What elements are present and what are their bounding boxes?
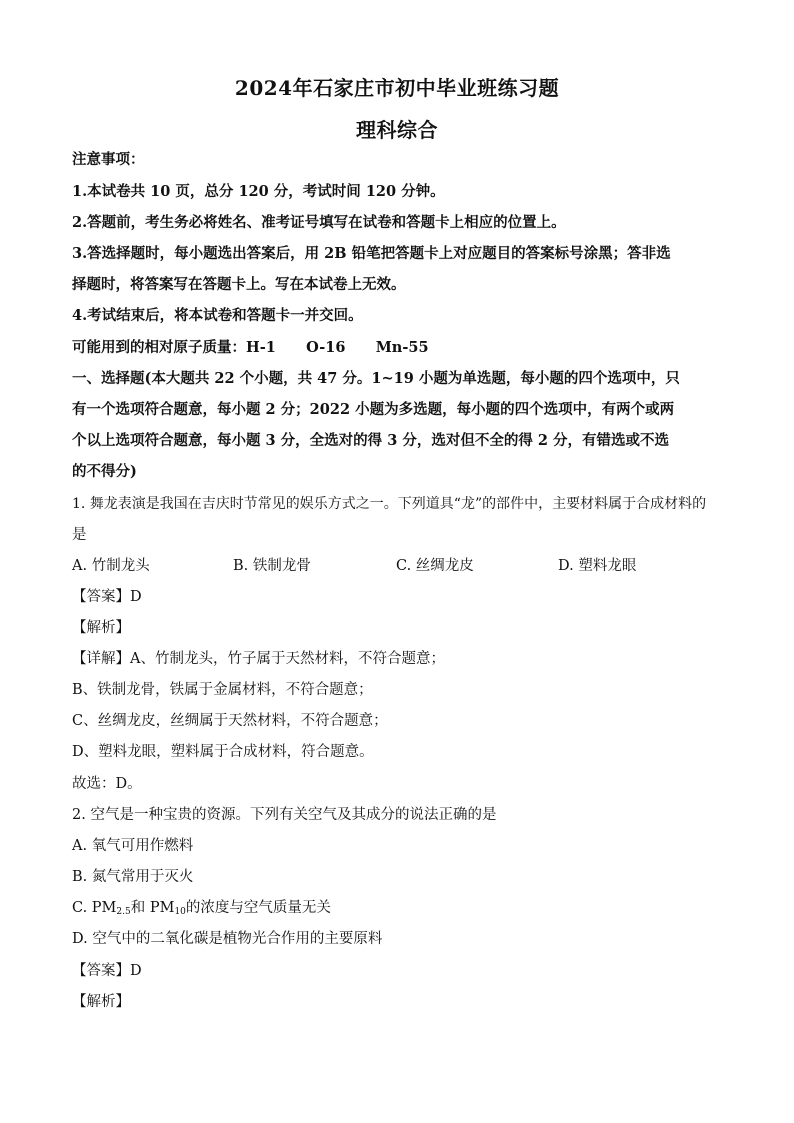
note-1: 1.本试卷共 10 页，总分 120 分，考试时间 120 分钟。: [72, 183, 445, 200]
pm25-subscript: 2.5: [116, 907, 131, 917]
q2-option-a: A. 氧气可用作燃料: [72, 838, 194, 854]
section-1-line-2: 有一个选项符合题意，每小题 2 分；2022 小题为多选题，每小题的四个选项中，有两个或两: [72, 401, 675, 418]
section-1-line-4: 的不得分): [72, 463, 137, 480]
q1-conclusion: 故选：D。: [72, 776, 142, 792]
note-4: 4.考试结束后，将本试卷和答题卡一并交回。: [72, 307, 363, 324]
q1-option-a: A. 竹制龙头: [72, 558, 150, 574]
q2-option-d: D. 空气中的二氧化碳是植物光合作用的主要原料: [72, 931, 383, 947]
q1-detail-d: D、塑料龙眼，塑料属于合成材料，符合题意。: [72, 744, 374, 760]
note-3-line-1: 3.答选择题时，每小题选出答案后，用 2B 铅笔把答题卡上对应题目的答案标号涂黑；答非选: [72, 245, 671, 262]
q2-option-c-mid: 和 PM: [130, 900, 175, 916]
q2-option-c: [72, 898, 732, 922]
pm10-subscript: 10: [174, 907, 186, 917]
q2-option-b: B. 氮气常用于灭火: [72, 869, 194, 885]
q1-detail-b: B、铁制龙骨，铁属于金属材料，不符合题意；: [72, 682, 373, 698]
q2-option-c-prefix: C. PM: [72, 900, 117, 916]
q2-analysis-tag: 【解析】: [72, 994, 130, 1010]
q1-option-c: C. 丝绸龙皮: [396, 558, 474, 574]
q1-stem-line-2: 是: [72, 527, 87, 543]
exam-subject: 理科综合: [356, 118, 438, 142]
section-1-line-3: 个以上选项符合题意，每小题 3 分，全选对的得 3 分，选对但不全的得 2 分，有错选或不选: [72, 432, 670, 449]
notes-heading: 注意事项：: [72, 151, 145, 168]
q1-option-b: B. 铁制龙骨: [233, 558, 311, 574]
q1-detail: 【详解】A、竹制龙头，竹子属于天然材料，不符合题意；: [72, 651, 445, 667]
q1-detail-c: C、丝绸龙皮，丝绸属于天然材料，不符合题意；: [72, 713, 388, 729]
q1-stem-line-1: 1. 舞龙表演是我国在吉庆时节常见的娱乐方式之一。下列道具“龙”的部件中，主要材料属于合成材料的: [72, 496, 707, 512]
atomic-masses: 可能用到的相对原子质量：H-1 O-16 Mn-55: [72, 339, 429, 356]
exam-title: 2024年石家庄市初中毕业班练习题: [234, 76, 560, 100]
q1-analysis-tag: 【解析】: [72, 620, 130, 636]
section-1-line-1: 一、选择题(本大题共 22 个小题，共 47 分。1~19 小题为单选题，每小题的四个选项中，只: [72, 370, 680, 387]
q2-answer: 【答案】D: [72, 963, 142, 979]
note-3-line-2: 择题时，将答案写在答题卡上。写在本试卷上无效。: [72, 276, 406, 293]
q1-answer: 【答案】D: [72, 589, 142, 605]
q1-option-d: D. 塑料龙眼: [558, 558, 637, 574]
q2-stem: 2. 空气是一种宝贵的资源。下列有关空气及其成分的说法正确的是: [72, 807, 497, 823]
note-2: 2.答题前，考生务必将姓名、准考证号填写在试卷和答题卡上相应的位置上。: [72, 214, 566, 231]
q2-option-c-suffix: 的浓度与空气质量无关: [185, 900, 331, 916]
